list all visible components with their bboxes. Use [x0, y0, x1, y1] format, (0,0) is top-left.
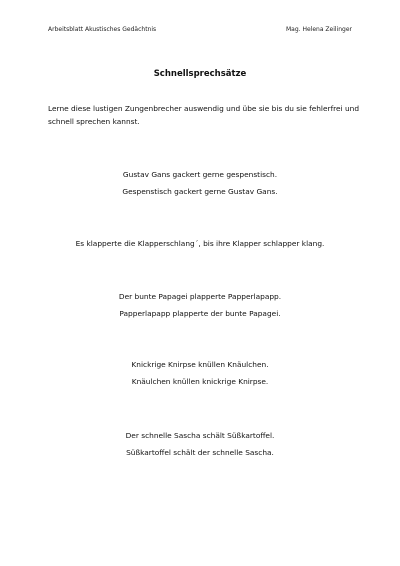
tongue-twister-line: Gespenstisch gackert gerne Gustav Gans.	[122, 187, 278, 196]
tongue-twister-block-5	[0, 427, 400, 461]
tongue-twister-line: Gustav Gans gackert gerne gespenstisch.	[122, 170, 278, 179]
tongue-twister-block-3	[0, 288, 400, 322]
page-title: Schnellsprechsätze	[153, 69, 247, 79]
header-right: Mag. Helena Zeilinger	[286, 26, 352, 33]
tongue-twister-line: Es klapperte die Klapperschlang´, bis ihre Klapper schlapper klang.	[75, 239, 325, 248]
tongue-twister-line: Der schnelle Sascha schält Süßkartoffel.	[125, 431, 275, 440]
tongue-twister-block-2	[0, 235, 400, 252]
tongue-twister-line: Papperlapapp plapperte der bunte Papagei.	[119, 309, 281, 318]
page-header	[48, 26, 352, 33]
tongue-twister-line: Süßkartoffel schält der schnelle Sascha.	[126, 448, 274, 457]
header-left: Arbeitsblatt Akustisches Gedächtnis	[48, 26, 157, 33]
tongue-twister-block-1	[0, 166, 400, 200]
tongue-twister-line: Knäulchen knüllen knickrige Knirpse.	[131, 377, 269, 386]
intro-text: Lerne diese lustigen Zungenbrecher auswendig und übe sie bis du sie fehlerfrei und schnell sprechen kannst.	[48, 104, 360, 126]
tongue-twister-line: Knickrige Knirpse knüllen Knäulchen.	[131, 360, 269, 369]
tongue-twister-block-4	[0, 356, 400, 390]
tongue-twister-line: Der bunte Papagei plapperte Papperlapapp.	[118, 292, 282, 301]
